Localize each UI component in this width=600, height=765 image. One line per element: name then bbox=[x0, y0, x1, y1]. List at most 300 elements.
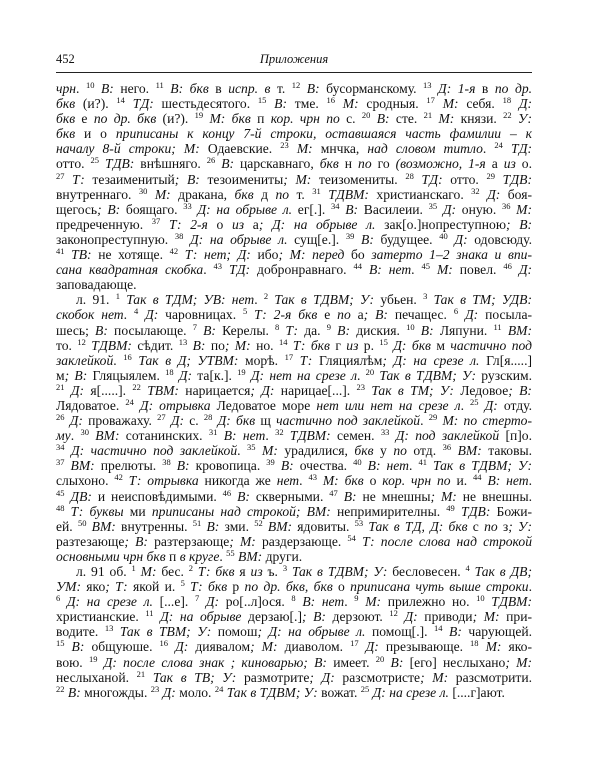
note-number: 36 bbox=[442, 442, 452, 453]
text: ей. bbox=[56, 518, 78, 534]
italic-text: частично под bbox=[450, 337, 532, 353]
note-number: 41 bbox=[418, 457, 427, 468]
note-number: 31 bbox=[208, 427, 218, 438]
italic-text: по bbox=[393, 443, 407, 459]
text-line bbox=[56, 489, 532, 504]
text-line bbox=[56, 670, 532, 685]
italic-text: М: bbox=[434, 96, 459, 112]
italic-text: по др. bbox=[494, 81, 533, 96]
text: я bbox=[234, 564, 251, 579]
text: и о bbox=[75, 126, 116, 142]
text-line bbox=[56, 96, 532, 111]
text: у bbox=[373, 443, 394, 459]
text: рузским. bbox=[476, 367, 532, 383]
italic-text: по др. бкв, бкв bbox=[244, 579, 333, 595]
text: него. bbox=[113, 81, 156, 96]
text-line bbox=[56, 398, 532, 413]
text-line bbox=[56, 247, 532, 262]
text: щегось bbox=[56, 201, 98, 217]
italic-text: Так в ТДВМ; У: bbox=[287, 564, 388, 579]
italic-text: ; М: bbox=[505, 654, 532, 670]
note-number: 30 bbox=[80, 427, 89, 438]
note-number: 40 bbox=[439, 230, 448, 241]
text-line bbox=[56, 232, 532, 247]
text: и неисповѣдимыми. bbox=[91, 488, 223, 504]
italic-text: ; У: bbox=[508, 518, 533, 534]
note-number: 32 bbox=[471, 185, 480, 196]
text: яко bbox=[81, 579, 106, 595]
text: будущее. bbox=[373, 231, 440, 247]
italic-text: приписаны к концу 7-й строки, оставшаяся часть фамилии – к bbox=[115, 126, 532, 142]
text: внѣшняго. bbox=[134, 156, 207, 172]
italic-text: Т: нет; Д: bbox=[178, 247, 251, 263]
note-number: 18 bbox=[470, 638, 479, 649]
italic-text: М: bbox=[288, 141, 313, 157]
note-number: 14 bbox=[278, 336, 288, 347]
italic-text: М: бкв bbox=[203, 111, 251, 127]
note-number: 1 bbox=[131, 563, 136, 573]
text: е bbox=[75, 111, 94, 127]
italic-text: Д: bbox=[478, 397, 498, 413]
italic-text: В: нет bbox=[361, 458, 409, 474]
text: не мнешны bbox=[356, 488, 431, 504]
note-number: 43 bbox=[308, 472, 317, 483]
italic-text: ; Д: на обрыве л. bbox=[257, 624, 366, 640]
text: я[.....]. bbox=[84, 382, 133, 398]
italic-text: Так в ТМ; УДВ: bbox=[427, 292, 532, 308]
text: мнчка, bbox=[312, 141, 368, 157]
italic-text: ВМ: bbox=[262, 518, 293, 534]
text: семен. bbox=[330, 428, 381, 444]
text: . bbox=[237, 443, 248, 459]
text-line bbox=[56, 307, 532, 322]
text: . bbox=[76, 81, 86, 96]
note-number: 12 bbox=[389, 608, 398, 619]
note-number: 48 bbox=[56, 502, 65, 513]
text: ми bbox=[123, 503, 152, 519]
italic-text: приписана чуть выше строки bbox=[350, 579, 529, 595]
text-line bbox=[56, 323, 532, 338]
text: проважаху. bbox=[82, 413, 158, 429]
note-number: 15 bbox=[379, 336, 388, 347]
text: ибо bbox=[250, 247, 279, 263]
text: презывающе. bbox=[378, 639, 471, 655]
italic-text: ТДВМ: bbox=[320, 186, 369, 202]
italic-text: ВМ: bbox=[501, 322, 532, 338]
text: при- bbox=[499, 609, 533, 625]
italic-text: Так в ТД, Д: бкв bbox=[363, 518, 468, 534]
text: щ bbox=[255, 413, 277, 429]
note-number: 50 bbox=[77, 517, 87, 528]
note-number: 45 bbox=[56, 487, 65, 498]
italic-text: Д: частично под заклейкой bbox=[64, 443, 238, 459]
note-number: 49 bbox=[446, 502, 455, 513]
note-number: 3 bbox=[282, 563, 288, 573]
text: шесь; bbox=[56, 322, 96, 338]
text: . bbox=[254, 292, 264, 308]
italic-text: Д: bbox=[511, 96, 533, 112]
note-number: 38 bbox=[174, 230, 184, 241]
text: и. bbox=[450, 473, 474, 489]
italic-text: из bbox=[250, 564, 263, 579]
italic-text: Д: на обрыве bbox=[153, 609, 242, 625]
italic-text: ; М: перед bbox=[278, 247, 345, 263]
italic-text: ; Т: bbox=[105, 579, 128, 595]
italic-text: ; Д: bbox=[250, 382, 275, 398]
note-number: 22 bbox=[132, 381, 141, 392]
italic-text: Т: бкв bbox=[184, 579, 228, 595]
text: кровопица. bbox=[189, 458, 267, 474]
italic-text: В: bbox=[201, 518, 220, 534]
note-number: 44 bbox=[353, 261, 362, 272]
italic-text: сана квадратная скобка bbox=[56, 262, 204, 278]
italic-text: ; В: bbox=[124, 533, 148, 549]
italic-text: частично под заклейкой bbox=[276, 413, 421, 429]
italic-text: В: bbox=[231, 488, 250, 504]
note-number: 33 bbox=[380, 427, 390, 438]
italic-text: ТДВ: bbox=[98, 156, 135, 172]
text: . bbox=[420, 413, 429, 429]
italic-text: началу 8-й строки; М: bbox=[56, 141, 200, 157]
text: сѣдит. bbox=[131, 337, 179, 353]
text: т. bbox=[289, 186, 313, 202]
italic-text: В: нет bbox=[481, 473, 529, 489]
note-number: 21 bbox=[423, 110, 433, 121]
note-number: 13 bbox=[104, 623, 114, 634]
text-line bbox=[56, 534, 532, 549]
italic-text: В: bbox=[64, 639, 85, 655]
text: моло. bbox=[175, 684, 215, 700]
text: оную. bbox=[456, 201, 502, 217]
note-number: 55 bbox=[226, 547, 235, 558]
italic-text: испр. в bbox=[228, 81, 271, 96]
italic-text: Так в ТВ; У: bbox=[145, 669, 237, 685]
text-line bbox=[56, 202, 532, 217]
note-number: 43 bbox=[213, 261, 223, 272]
note-number: 20 bbox=[375, 653, 385, 664]
italic-text: В: нет bbox=[217, 428, 266, 444]
text: . bbox=[411, 262, 422, 278]
note-number: 38 bbox=[162, 457, 171, 468]
italic-text: У: bbox=[511, 111, 533, 127]
note-number: 39 bbox=[266, 457, 275, 468]
text: христианскаго. bbox=[368, 186, 472, 202]
text: т. bbox=[270, 81, 292, 96]
italic-text: Т: 2-я bbox=[160, 216, 208, 232]
italic-text: из bbox=[503, 156, 516, 172]
note-number: 8 bbox=[291, 593, 296, 604]
italic-text: Д: bbox=[358, 639, 379, 655]
text: себя. bbox=[458, 96, 503, 112]
note-number: 5 bbox=[180, 578, 185, 589]
note-number: 9 bbox=[326, 321, 331, 332]
text: общуюше. bbox=[84, 639, 160, 655]
italic-text: ; В: bbox=[508, 382, 532, 398]
note-number: 30 bbox=[138, 185, 148, 196]
italic-text: ; М: bbox=[283, 171, 312, 187]
italic-text: Д: отрывка bbox=[133, 397, 211, 413]
note-number: 23 bbox=[150, 683, 160, 694]
text: с. bbox=[339, 111, 362, 127]
text: н bbox=[338, 156, 359, 172]
italic-text: Д: на обрыве л. bbox=[191, 201, 293, 217]
italic-text: М: bbox=[430, 262, 453, 278]
text: царскавнаго, bbox=[234, 156, 320, 172]
italic-text: В: bbox=[266, 96, 288, 112]
text-line bbox=[56, 111, 532, 126]
text: . bbox=[344, 594, 355, 610]
note-number: 36 bbox=[501, 200, 511, 211]
note-number: 15 bbox=[257, 95, 267, 106]
note-number: 52 bbox=[254, 517, 263, 528]
text: имеет. bbox=[326, 654, 376, 670]
italic-text: В: нет bbox=[295, 594, 345, 610]
note-number: 16 bbox=[159, 638, 169, 649]
text: бо bbox=[344, 247, 372, 263]
note-number: 40 bbox=[353, 457, 362, 468]
text-line bbox=[56, 187, 532, 202]
text-line bbox=[56, 609, 532, 624]
note-number: 51 bbox=[192, 517, 202, 528]
text: Василеии. bbox=[358, 201, 429, 217]
italic-text: Так в ТВМ; У: bbox=[113, 624, 212, 640]
italic-text: Д: bbox=[168, 639, 189, 655]
text-line bbox=[56, 549, 532, 564]
italic-text: В: bbox=[95, 322, 108, 338]
italic-text: ТДВМ: bbox=[283, 428, 331, 444]
note-number: 21 bbox=[136, 668, 146, 679]
text: о bbox=[207, 216, 232, 232]
text: о bbox=[332, 579, 351, 595]
text: тме. bbox=[287, 96, 327, 112]
italic-text: Т: 2-я бкв bbox=[247, 307, 318, 323]
text: помош bbox=[211, 624, 258, 640]
italic-text: В: bbox=[414, 322, 434, 338]
note-number: 12 bbox=[291, 80, 301, 90]
note-number: 37 bbox=[151, 215, 161, 226]
note-number: 20 bbox=[365, 366, 375, 377]
text: внутреннаго. bbox=[56, 186, 139, 202]
text-line bbox=[56, 564, 532, 579]
italic-text: Т: после слова над строкой bbox=[355, 533, 532, 549]
text: други. bbox=[262, 548, 303, 564]
italic-text: Так в ТДМ; УВ: нет bbox=[119, 292, 255, 308]
note-number: 2 bbox=[263, 291, 269, 302]
italic-text: ; М: bbox=[224, 337, 251, 353]
text: добронравнаго. bbox=[250, 262, 354, 278]
text: дерзоют. bbox=[325, 609, 390, 625]
italic-text: ВМ: bbox=[88, 428, 120, 444]
text: помощ[.]. bbox=[365, 624, 435, 640]
note-number: 18 bbox=[502, 95, 512, 106]
text: г bbox=[329, 337, 347, 353]
italic-text: В: нет bbox=[361, 262, 412, 278]
italic-text: по bbox=[358, 156, 372, 172]
italic-text: заклейкой bbox=[56, 352, 114, 368]
note-number: 16 bbox=[123, 351, 132, 362]
text-line bbox=[56, 141, 532, 156]
italic-text: Так в ТДВМ; У: bbox=[223, 684, 318, 700]
italic-text: Д: bbox=[64, 413, 83, 429]
text: не хотяще. bbox=[91, 247, 170, 263]
italic-text: (возможно, 1-я bbox=[395, 156, 486, 172]
text: Божи- bbox=[490, 503, 532, 519]
italic-text: Т: бкв bbox=[287, 337, 330, 353]
italic-text: В: bbox=[300, 81, 320, 96]
text: Одаевские. bbox=[199, 141, 281, 157]
italic-text: ; М: bbox=[420, 669, 449, 685]
text: непримирителны. bbox=[330, 503, 447, 519]
italic-text: В: bbox=[187, 337, 206, 353]
text: чаровницах. bbox=[158, 307, 244, 323]
italic-text: М: bbox=[478, 639, 502, 655]
note-number: 20 bbox=[361, 110, 371, 121]
text-line bbox=[56, 655, 532, 670]
apparatus-notes bbox=[56, 81, 532, 700]
text-line bbox=[56, 428, 532, 443]
italic-text: по bbox=[484, 518, 498, 534]
italic-text: скобок нет bbox=[56, 307, 124, 323]
note-number: 44 bbox=[473, 472, 482, 483]
text: по bbox=[205, 337, 225, 353]
note-number: 23 bbox=[280, 140, 289, 151]
note-number: 11 bbox=[493, 321, 502, 332]
italic-text: по др. бкв bbox=[93, 111, 157, 127]
text: прилежно но. bbox=[381, 594, 477, 610]
italic-text: Т: отрывка bbox=[122, 473, 199, 489]
italic-text: М: бкв bbox=[316, 473, 364, 489]
text: никогда же bbox=[198, 473, 277, 489]
italic-text: из bbox=[232, 216, 245, 232]
text: предреченную. bbox=[56, 216, 152, 232]
text: скверными. bbox=[249, 488, 330, 504]
text: с. bbox=[184, 413, 204, 429]
text: заповадающе. bbox=[56, 277, 137, 293]
note-number: 42 bbox=[169, 246, 179, 257]
text: Гляциялѣм bbox=[312, 352, 383, 368]
text: . bbox=[357, 367, 366, 383]
italic-text: ; В: bbox=[363, 307, 388, 323]
italic-text: В: bbox=[274, 458, 294, 474]
italic-text: ; В: bbox=[64, 367, 88, 383]
note-number: 7 bbox=[194, 593, 200, 604]
note-number: 14 bbox=[116, 95, 125, 106]
note-number: 19 bbox=[237, 366, 246, 377]
text: о bbox=[363, 473, 383, 489]
italic-text: ТД: bbox=[502, 141, 533, 157]
text: убьен. bbox=[374, 292, 424, 308]
text: а bbox=[244, 216, 259, 232]
italic-text: ; М: bbox=[229, 533, 256, 549]
running-head: Приложения bbox=[259, 52, 329, 66]
note-number: 8 bbox=[275, 321, 280, 332]
italic-text: Т: бкв bbox=[193, 564, 235, 579]
note-number: 7 bbox=[192, 321, 197, 332]
text: вою. bbox=[56, 654, 89, 670]
text: очества. bbox=[293, 458, 354, 474]
text: урадилися, bbox=[277, 443, 355, 459]
italic-text: бкв bbox=[234, 186, 254, 202]
text: л. 91. bbox=[76, 292, 116, 308]
italic-text: В: bbox=[354, 231, 374, 247]
italic-text: Так в ТДВМ; У: bbox=[268, 292, 375, 308]
note-number: 26 bbox=[56, 412, 65, 423]
text: [...е]. bbox=[152, 594, 195, 610]
text: разтезающе bbox=[56, 533, 125, 549]
note-number: 28 bbox=[203, 412, 213, 423]
italic-text: М: bbox=[358, 594, 382, 610]
text: зми. bbox=[219, 518, 255, 534]
text: (и?). bbox=[156, 111, 195, 127]
note-number: 10 bbox=[476, 593, 485, 604]
text: посыла- bbox=[478, 307, 533, 323]
text: Керелы. bbox=[215, 322, 276, 338]
text: . bbox=[113, 352, 124, 368]
italic-text: ; М: bbox=[250, 639, 278, 655]
italic-text: ТВМ: bbox=[140, 382, 179, 398]
text: сродныя. bbox=[358, 96, 427, 112]
italic-text: Д: на срезе л. bbox=[60, 594, 153, 610]
italic-text: бкв bbox=[354, 443, 374, 459]
text: п bbox=[165, 548, 180, 564]
note-number: 11 bbox=[145, 608, 154, 619]
text: Лядоватое. bbox=[56, 397, 126, 413]
italic-text: нет или нет на срезе л bbox=[316, 397, 461, 413]
italic-text: Д: bbox=[173, 367, 193, 383]
note-number: 14 bbox=[434, 623, 443, 634]
italic-text: ; В: bbox=[174, 171, 200, 187]
text-line bbox=[56, 473, 532, 488]
note-number: 46 bbox=[222, 487, 232, 498]
italic-text: В: bbox=[337, 488, 357, 504]
text: . bbox=[299, 473, 309, 489]
text: . bbox=[123, 307, 134, 323]
italic-text: Д: bbox=[397, 609, 418, 625]
italic-text: ВМ: bbox=[64, 458, 95, 474]
italic-text: ; В: bbox=[97, 201, 121, 217]
text: . bbox=[482, 141, 495, 157]
italic-text: Так в ТДВМ; У: bbox=[374, 367, 477, 383]
note-number: 11 bbox=[155, 80, 164, 90]
text: вожат. bbox=[317, 684, 361, 700]
note-number: 46 bbox=[503, 261, 512, 272]
text: диския. bbox=[350, 322, 407, 338]
text: приводи bbox=[417, 609, 473, 625]
italic-text: М: bbox=[432, 111, 455, 127]
note-number: 18 bbox=[165, 366, 174, 377]
text: а bbox=[485, 156, 504, 172]
text: д bbox=[253, 186, 276, 202]
text: м bbox=[430, 337, 451, 353]
italic-text: Д: бкв bbox=[212, 413, 256, 429]
italic-text: Д: bbox=[159, 684, 176, 700]
note-number: 24 bbox=[125, 396, 134, 407]
text: таковы. bbox=[481, 443, 533, 459]
italic-text: Д: bbox=[199, 594, 220, 610]
italic-text: бкв bbox=[319, 156, 339, 172]
italic-text: В: bbox=[94, 81, 114, 96]
italic-text: ТД: bbox=[124, 96, 154, 112]
text: а bbox=[350, 307, 364, 323]
italic-text: Д: на обрыве л. bbox=[183, 231, 288, 247]
italic-text: Д: bbox=[165, 413, 184, 429]
italic-text: М: bbox=[335, 96, 359, 112]
note-number: 35 bbox=[247, 442, 256, 453]
italic-text: бкв bbox=[56, 96, 76, 112]
italic-text: Д: под заклейкой bbox=[389, 428, 500, 444]
italic-text: М: bbox=[135, 564, 157, 579]
text: з bbox=[497, 518, 509, 534]
